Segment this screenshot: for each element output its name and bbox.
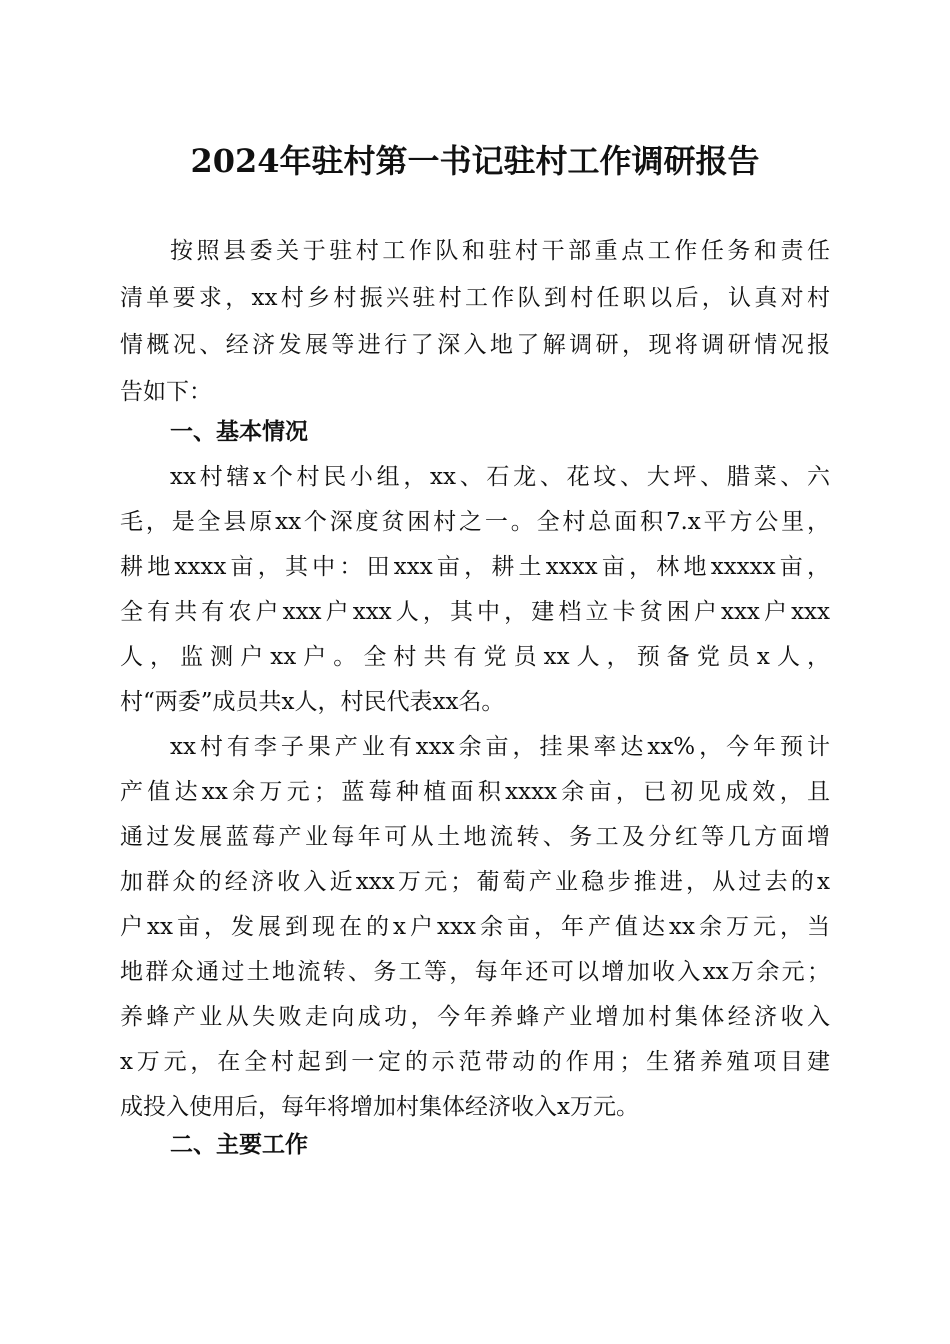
para1-line-5: 人，监测户xx户。全村共有党员xx人，预备党员x人， (120, 644, 830, 670)
section-heading-main-work: 二、主要工作 (170, 1132, 308, 1158)
para2-line-2: 产值达xx余万元；蓝莓种植面积xxxx余亩，已初见成效，且 (120, 779, 830, 805)
para2-line-5: 户xx亩，发展到现在的x户xxx余亩，年产值达xx余万元，当 (120, 914, 830, 940)
para1-line-6: 村“两委”成员共x人，村民代表xx名。 (120, 689, 505, 715)
para2-line-4: 加群众的经济收入近xxx万元；葡萄产业稳步推进，从过去的x (120, 869, 830, 895)
document-title: 2024年驻村第一书记驻村工作调研报告 (190, 142, 760, 180)
para2-line-6: 地群众通过土地流转、务工等，每年还可以增加收入xx万余元； (120, 959, 830, 985)
para1-line-4: 全有共有农户xxx户xxx人，其中，建档立卡贫困户xxx户xxx (120, 599, 830, 625)
para2-line-1: xx村有李子果产业有xxx余亩，挂果率达xx%，今年预计 (170, 734, 830, 760)
intro-line-3: 情概况、经济发展等进行了深入地了解调研，现将调研情况报 (120, 332, 830, 358)
para1-line-1: xx村辖x个村民小组，xx、石龙、花坟、大坪、腊菜、六 (170, 464, 830, 490)
intro-line-4: 告如下： (120, 379, 212, 405)
para1-line-2: 毛，是全县原xx个深度贫困村之一。全村总面积7.x平方公里， (120, 509, 830, 535)
para2-line-9: 成投入使用后，每年将增加村集体经济收入x万元。 (120, 1094, 639, 1120)
para2-line-3: 通过发展蓝莓产业每年可从土地流转、务工及分红等几方面增 (120, 824, 830, 850)
para1-line-3: 耕地xxxx亩，其中：田xxx亩，耕土xxxx亩，林地xxxxx亩， (120, 554, 830, 580)
section-heading-basic-info: 一、基本情况 (170, 419, 308, 445)
para2-line-8: x万元，在全村起到一定的示范带动的作用；生猪养殖项目建 (120, 1049, 830, 1075)
para2-line-7: 养蜂产业从失败走向成功，今年养蜂产业增加村集体经济收入 (120, 1004, 830, 1030)
intro-line-1: 按照县委关于驻村工作队和驻村干部重点工作任务和责任 (170, 238, 830, 264)
intro-line-2: 清单要求，xx村乡村振兴驻村工作队到村任职以后，认真对村 (120, 285, 830, 311)
